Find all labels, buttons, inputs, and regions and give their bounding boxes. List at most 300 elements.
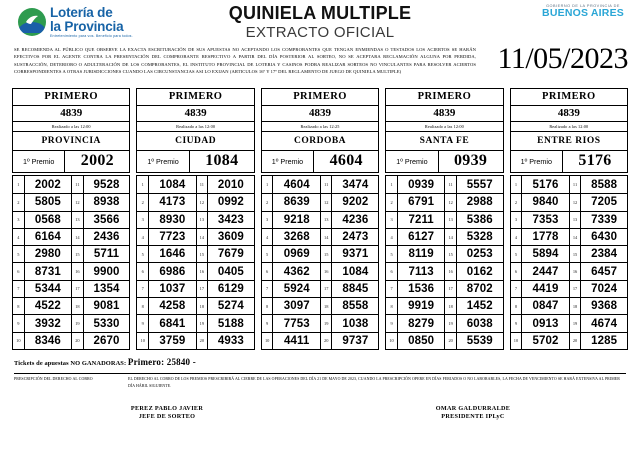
draw-turn: PRIMERO <box>293 91 347 102</box>
signature-block-1 <box>14 405 320 420</box>
result-row <box>72 314 129 331</box>
column-header <box>261 88 379 173</box>
column-header <box>385 88 503 173</box>
result-row <box>386 228 444 245</box>
result-row <box>570 262 627 279</box>
result-number: 9737 <box>342 334 369 347</box>
result-number: 0969 <box>283 248 310 261</box>
first-prize-label: 1º Premio <box>386 151 438 172</box>
result-row <box>262 332 320 349</box>
result-number: 3474 <box>342 178 369 191</box>
first-prize-value: 4604 <box>329 152 363 169</box>
result-row <box>262 176 320 193</box>
draw-place: PROVINCIA <box>41 135 101 146</box>
result-index: 11 <box>570 176 581 193</box>
draw-time: Realizado a las 12:00 <box>549 123 589 129</box>
result-index: 8 <box>511 298 523 314</box>
result-row <box>13 280 71 297</box>
result-index: 12 <box>72 194 83 210</box>
signature-role: PRESIDENTE IPLyC <box>441 412 505 420</box>
draw-place: SANTA FE <box>419 135 470 146</box>
results-grid-half <box>569 176 627 349</box>
result-index: 5 <box>13 246 25 262</box>
results-grid-half <box>71 176 129 349</box>
result-number: 6430 <box>591 231 618 244</box>
result-number: 0405 <box>217 265 244 278</box>
result-number: 2384 <box>591 248 618 261</box>
result-index: 18 <box>445 298 456 314</box>
results-grid <box>261 175 379 350</box>
result-row <box>386 193 444 210</box>
legal-disclaimer: SE RECOMIENDA AL PÚBLICO QUE OBSERVE LA EXACTA ESCRITURACIÓN DE SUS APUESTAS NO ACEPTANDO LOS COMPROBANTES QUE TENGAN ENMIENDAS O TESTADOS LOS ACIERTOS SE HARÁN EFECTIVOS POR EL AGENTE CONTRA LA PRESENTACIÓN DEL COMPROBANTE RESPECTIVO A PARTIR DEL DÍA POSTERIOR AL SORTEO, NO SE ACEPTARA RECLAMACIÓN ALGUNA POR PERDIDA, SUSTRACCIÓN, DETERIORO O ADULTERACIÓN DE LOS COMPROBANTES, EL INSTITUTO PROVINCIAL DE LOTERIA Y CASINOS PODRA REALIZAR SORTEOS NO VINCULANTES PARA RESOLVER ACIERTOS CORRESPONDIENTES A OTRAS JURISDICCIONES CUANDO LAS CIRCUNSTANCIAS ASI LO EXIJAN (ARTICULOS 16º Y 17º DEL REGLAMENTO DE JUEGO DE QUINIELA MULTIPLE) <box>14 47 476 75</box>
result-index: 10 <box>262 333 274 349</box>
result-row <box>511 176 569 193</box>
result-number: 4674 <box>591 317 618 330</box>
result-row <box>262 262 320 279</box>
result-row <box>13 297 71 314</box>
result-row <box>72 245 129 262</box>
results-grid <box>385 175 503 350</box>
result-row <box>197 332 254 349</box>
result-index: 2 <box>13 194 25 210</box>
result-row <box>570 280 627 297</box>
result-index: 8 <box>386 298 398 314</box>
result-index: 19 <box>197 315 208 331</box>
draw-turn: PRIMERO <box>417 91 472 102</box>
result-number: 9528 <box>93 178 120 191</box>
result-index: 5 <box>137 246 149 262</box>
result-index: 7 <box>386 281 398 297</box>
result-number: 4236 <box>342 213 369 226</box>
result-row <box>13 332 71 349</box>
result-index: 20 <box>321 333 332 349</box>
result-index: 4 <box>262 229 274 245</box>
result-index: 9 <box>13 315 25 331</box>
result-index: 20 <box>72 333 83 349</box>
result-row <box>511 193 569 210</box>
draw-number: 4839 <box>433 107 456 119</box>
result-number: 7353 <box>532 213 559 226</box>
result-number: 7205 <box>591 196 618 209</box>
result-number: 4411 <box>284 334 310 347</box>
first-prize-label: 1º Premio <box>13 151 65 172</box>
first-prize-value: 2002 <box>80 152 114 169</box>
logo-tagline: Entretenimiento para vos. Beneficio para todos. <box>50 34 133 39</box>
result-index: 9 <box>511 315 523 331</box>
result-number: 4258 <box>159 300 186 313</box>
first-prize-value: 1084 <box>205 152 239 169</box>
draw-turn: PRIMERO <box>542 91 596 102</box>
result-index: 16 <box>72 263 83 279</box>
result-row <box>386 176 444 193</box>
result-row <box>511 262 569 279</box>
result-number: 0568 <box>34 213 61 226</box>
result-index: 5 <box>511 246 523 262</box>
result-number: 2473 <box>342 231 369 244</box>
result-row <box>72 262 129 279</box>
result-index: 3 <box>262 212 274 228</box>
result-index: 11 <box>445 176 456 193</box>
result-row <box>321 193 378 210</box>
result-number: 2010 <box>217 178 244 191</box>
result-row <box>386 332 444 349</box>
result-index: 8 <box>262 298 274 314</box>
document-footer <box>0 357 640 420</box>
draw-time: Realizado a las 12:00 <box>51 123 91 129</box>
result-number: 3609 <box>217 231 244 244</box>
result-number: 2002 <box>34 178 61 191</box>
result-row <box>197 245 254 262</box>
prescription-text: EL DERECHO AL COBRO DE LOS PREMIOS PRESCRIBIRÁ AL CIERRE DE LAS OPERACIONES DEL DÍA 21 DE MAYO DE 2023, CUANDO LA PRESCRIPCIÓN OPERE EN DÍAS FERIADOS O NO LABORABLES, LA FECHA DE VENCIMIENTO SE HARÁ EXTENSIVA AL PRIMER DÍA HÁBIL SIGUIENTE. <box>128 377 620 388</box>
result-row <box>570 176 627 193</box>
result-row <box>13 314 71 331</box>
result-index: 1 <box>137 176 149 193</box>
result-index: 2 <box>386 194 398 210</box>
result-number: 6841 <box>159 317 186 330</box>
result-index: 17 <box>321 281 332 297</box>
result-index: 12 <box>445 194 456 210</box>
result-number: 8119 <box>408 248 434 261</box>
result-number: 5894 <box>532 248 559 261</box>
result-number: 3566 <box>93 213 120 226</box>
result-row <box>13 245 71 262</box>
result-number: 4173 <box>159 196 186 209</box>
result-row <box>262 228 320 245</box>
result-row <box>197 193 254 210</box>
result-row <box>13 176 71 193</box>
result-index: 20 <box>197 333 208 349</box>
results-grid <box>12 175 130 350</box>
result-index: 13 <box>72 212 83 228</box>
result-index: 17 <box>570 281 581 297</box>
signature-name: PEREZ PABLO JAVIER <box>130 404 204 412</box>
footer-divider <box>14 373 626 374</box>
result-number: 0850 <box>408 334 435 347</box>
result-number: 5557 <box>466 178 493 191</box>
result-row <box>13 211 71 228</box>
result-number: 0939 <box>408 178 435 191</box>
result-number: 5274 <box>217 300 244 313</box>
lottery-column <box>136 88 254 350</box>
result-index: 9 <box>137 315 149 331</box>
result-number: 6457 <box>591 265 618 278</box>
result-index: 19 <box>321 315 332 331</box>
non-winning-label: Tickets de apuestas NO GANADORAS: <box>14 359 127 367</box>
result-index: 14 <box>72 229 83 245</box>
result-index: 2 <box>262 194 274 210</box>
result-row <box>72 211 129 228</box>
result-index: 15 <box>72 246 83 262</box>
result-index: 1 <box>386 176 398 193</box>
result-number: 6038 <box>466 317 493 330</box>
result-number: 7339 <box>591 213 618 226</box>
result-number: 0847 <box>532 300 559 313</box>
prescription-label: PRESCRIPCIÓN DEL DERECHO AL COBRO <box>14 376 93 381</box>
result-index: 6 <box>262 263 274 279</box>
result-row <box>72 228 129 245</box>
result-number: 9919 <box>408 300 435 313</box>
result-index: 14 <box>321 229 332 245</box>
result-index: 12 <box>197 194 208 210</box>
result-row <box>72 176 129 193</box>
result-index: 15 <box>321 246 332 262</box>
result-index: 6 <box>511 263 523 279</box>
result-row <box>197 228 254 245</box>
result-index: 8 <box>13 298 25 314</box>
document-header <box>0 0 640 44</box>
draw-number: 4839 <box>557 107 580 119</box>
result-row <box>511 280 569 297</box>
result-row <box>197 314 254 331</box>
result-number: 8845 <box>342 282 369 295</box>
result-number: 2447 <box>532 265 559 278</box>
result-number: 5328 <box>466 231 493 244</box>
result-number: 9840 <box>532 196 559 209</box>
result-number: 9202 <box>342 196 369 209</box>
result-number: 1084 <box>342 265 369 278</box>
result-number: 5711 <box>93 248 120 261</box>
signature-name: OMAR GALDURRALDE <box>435 404 511 412</box>
results-grid <box>510 175 628 350</box>
result-number: 1646 <box>159 248 186 261</box>
result-row <box>262 314 320 331</box>
result-number: 3097 <box>283 300 310 313</box>
result-index: 16 <box>321 263 332 279</box>
result-row <box>321 176 378 193</box>
logo-line-2: la Provincia <box>50 18 124 34</box>
result-number: 4933 <box>217 334 244 347</box>
result-row <box>445 176 502 193</box>
result-row <box>321 297 378 314</box>
results-grid-half <box>444 176 502 349</box>
result-number: 9218 <box>283 213 310 226</box>
result-row <box>137 280 195 297</box>
result-index: 15 <box>197 246 208 262</box>
result-index: 4 <box>511 229 523 245</box>
result-number: 5805 <box>34 196 61 209</box>
result-index: 16 <box>197 263 208 279</box>
result-row <box>321 262 378 279</box>
result-index: 18 <box>570 298 581 314</box>
result-row <box>445 297 502 314</box>
draw-place: ENTRE RIOS <box>537 135 601 146</box>
result-index: 11 <box>72 176 83 193</box>
result-number: 7753 <box>283 317 310 330</box>
results-grid-half <box>320 176 378 349</box>
legal-and-date-row <box>0 44 640 86</box>
results-grid-half <box>196 176 254 349</box>
signatures <box>14 405 626 420</box>
result-number: 1354 <box>93 282 120 295</box>
result-number: 8930 <box>159 213 186 226</box>
result-row <box>511 297 569 314</box>
result-row <box>570 314 627 331</box>
result-number: 3759 <box>159 334 186 347</box>
result-row <box>137 228 195 245</box>
result-row <box>570 245 627 262</box>
result-number: 8731 <box>34 265 61 278</box>
result-index: 5 <box>262 246 274 262</box>
non-winning-value: Primero: 25840 - <box>127 356 196 367</box>
result-number: 3932 <box>34 317 61 330</box>
result-row <box>262 193 320 210</box>
result-number: 5330 <box>93 317 120 330</box>
result-number: 4419 <box>532 282 559 295</box>
result-number: 0913 <box>532 317 559 330</box>
lottery-columns <box>0 88 640 350</box>
result-row <box>445 193 502 210</box>
draw-number: 4839 <box>60 107 83 119</box>
result-row <box>197 176 254 193</box>
first-prize-label: 1º Premio <box>262 151 314 172</box>
government-line-1: GOBIERNO DE LA PROVINCIA DE <box>546 4 620 8</box>
result-index: 20 <box>570 333 581 349</box>
result-index: 18 <box>197 298 208 314</box>
result-number: 0253 <box>466 248 493 261</box>
result-row <box>570 297 627 314</box>
draw-time: Realizado a las 12:00 <box>424 123 464 129</box>
result-number: 1285 <box>591 334 618 347</box>
government-logo <box>542 4 624 20</box>
first-prize-label: 1º Premio <box>137 151 189 172</box>
results-grid-half <box>262 176 320 349</box>
result-index: 15 <box>445 246 456 262</box>
draw-time: Realizado a las 12:25 <box>300 123 340 129</box>
result-number: 1452 <box>466 300 493 313</box>
column-header <box>136 88 254 173</box>
result-row <box>321 314 378 331</box>
result-row <box>72 297 129 314</box>
result-number: 6129 <box>217 282 244 295</box>
result-index: 17 <box>445 281 456 297</box>
result-row <box>445 280 502 297</box>
result-number: 1084 <box>159 178 186 191</box>
result-row <box>137 332 195 349</box>
column-header <box>12 88 130 173</box>
first-prize-value: 0939 <box>454 152 488 169</box>
result-number: 9371 <box>342 248 369 261</box>
result-row <box>13 262 71 279</box>
result-index: 19 <box>570 315 581 331</box>
draw-time: Realizado a las 12:00 <box>176 123 216 129</box>
result-row <box>137 297 195 314</box>
lottery-column <box>12 88 130 350</box>
results-grid-half <box>13 176 71 349</box>
column-header <box>510 88 628 173</box>
result-row <box>321 245 378 262</box>
result-row <box>137 314 195 331</box>
result-index: 6 <box>13 263 25 279</box>
result-row <box>386 314 444 331</box>
draw-place: CORDOBA <box>293 135 347 146</box>
result-index: 17 <box>197 281 208 297</box>
result-number: 1038 <box>342 317 369 330</box>
results-grid <box>136 175 254 350</box>
result-index: 14 <box>570 229 581 245</box>
result-number: 7679 <box>217 248 244 261</box>
result-number: 7024 <box>591 282 618 295</box>
result-index: 7 <box>262 281 274 297</box>
result-index: 2 <box>137 194 149 210</box>
result-row <box>137 245 195 262</box>
result-number: 5386 <box>466 213 493 226</box>
result-number: 8279 <box>408 317 435 330</box>
result-row <box>445 262 502 279</box>
result-number: 6164 <box>34 231 61 244</box>
result-row <box>72 193 129 210</box>
result-index: 13 <box>197 212 208 228</box>
result-row <box>570 228 627 245</box>
result-row <box>511 314 569 331</box>
results-grid-half <box>511 176 569 349</box>
result-row <box>445 245 502 262</box>
result-number: 7113 <box>408 265 434 278</box>
result-number: 5344 <box>34 282 61 295</box>
result-index: 1 <box>511 176 523 193</box>
result-row <box>386 211 444 228</box>
result-row <box>570 193 627 210</box>
result-row <box>72 332 129 349</box>
result-number: 5924 <box>283 282 310 295</box>
result-row <box>445 228 502 245</box>
page-subtitle: EXTRACTO OFICIAL <box>245 23 395 41</box>
result-number: 7211 <box>408 213 434 226</box>
result-index: 10 <box>511 333 523 349</box>
result-row <box>511 228 569 245</box>
result-index: 13 <box>445 212 456 228</box>
result-row <box>511 245 569 262</box>
result-index: 11 <box>321 176 332 193</box>
result-index: 3 <box>386 212 398 228</box>
result-number: 8558 <box>342 300 369 313</box>
result-index: 13 <box>321 212 332 228</box>
result-number: 5176 <box>532 178 559 191</box>
result-number: 8938 <box>93 196 120 209</box>
result-number: 7723 <box>159 231 186 244</box>
result-index: 18 <box>321 298 332 314</box>
result-index: 20 <box>445 333 456 349</box>
result-number: 5702 <box>532 334 559 347</box>
result-row <box>321 332 378 349</box>
result-index: 10 <box>13 333 25 349</box>
lottery-column <box>261 88 379 350</box>
result-index: 9 <box>386 315 398 331</box>
government-line-2: BUENOS AIRES <box>542 7 624 19</box>
result-number: 4604 <box>283 178 310 191</box>
lottery-column <box>385 88 503 350</box>
result-row <box>197 297 254 314</box>
result-index: 3 <box>137 212 149 228</box>
result-index: 3 <box>511 212 523 228</box>
result-row <box>386 297 444 314</box>
result-index: 19 <box>445 315 456 331</box>
result-row <box>137 193 195 210</box>
result-index: 3 <box>13 212 25 228</box>
result-row <box>262 280 320 297</box>
result-index: 8 <box>137 298 149 314</box>
result-row <box>321 211 378 228</box>
result-index: 1 <box>13 176 25 193</box>
result-index: 4 <box>13 229 25 245</box>
result-number: 1778 <box>532 231 559 244</box>
result-row <box>445 211 502 228</box>
result-number: 2988 <box>466 196 493 209</box>
result-row <box>262 211 320 228</box>
result-row <box>262 297 320 314</box>
result-number: 4522 <box>34 300 61 313</box>
result-row <box>137 176 195 193</box>
result-number: 5539 <box>466 334 493 347</box>
